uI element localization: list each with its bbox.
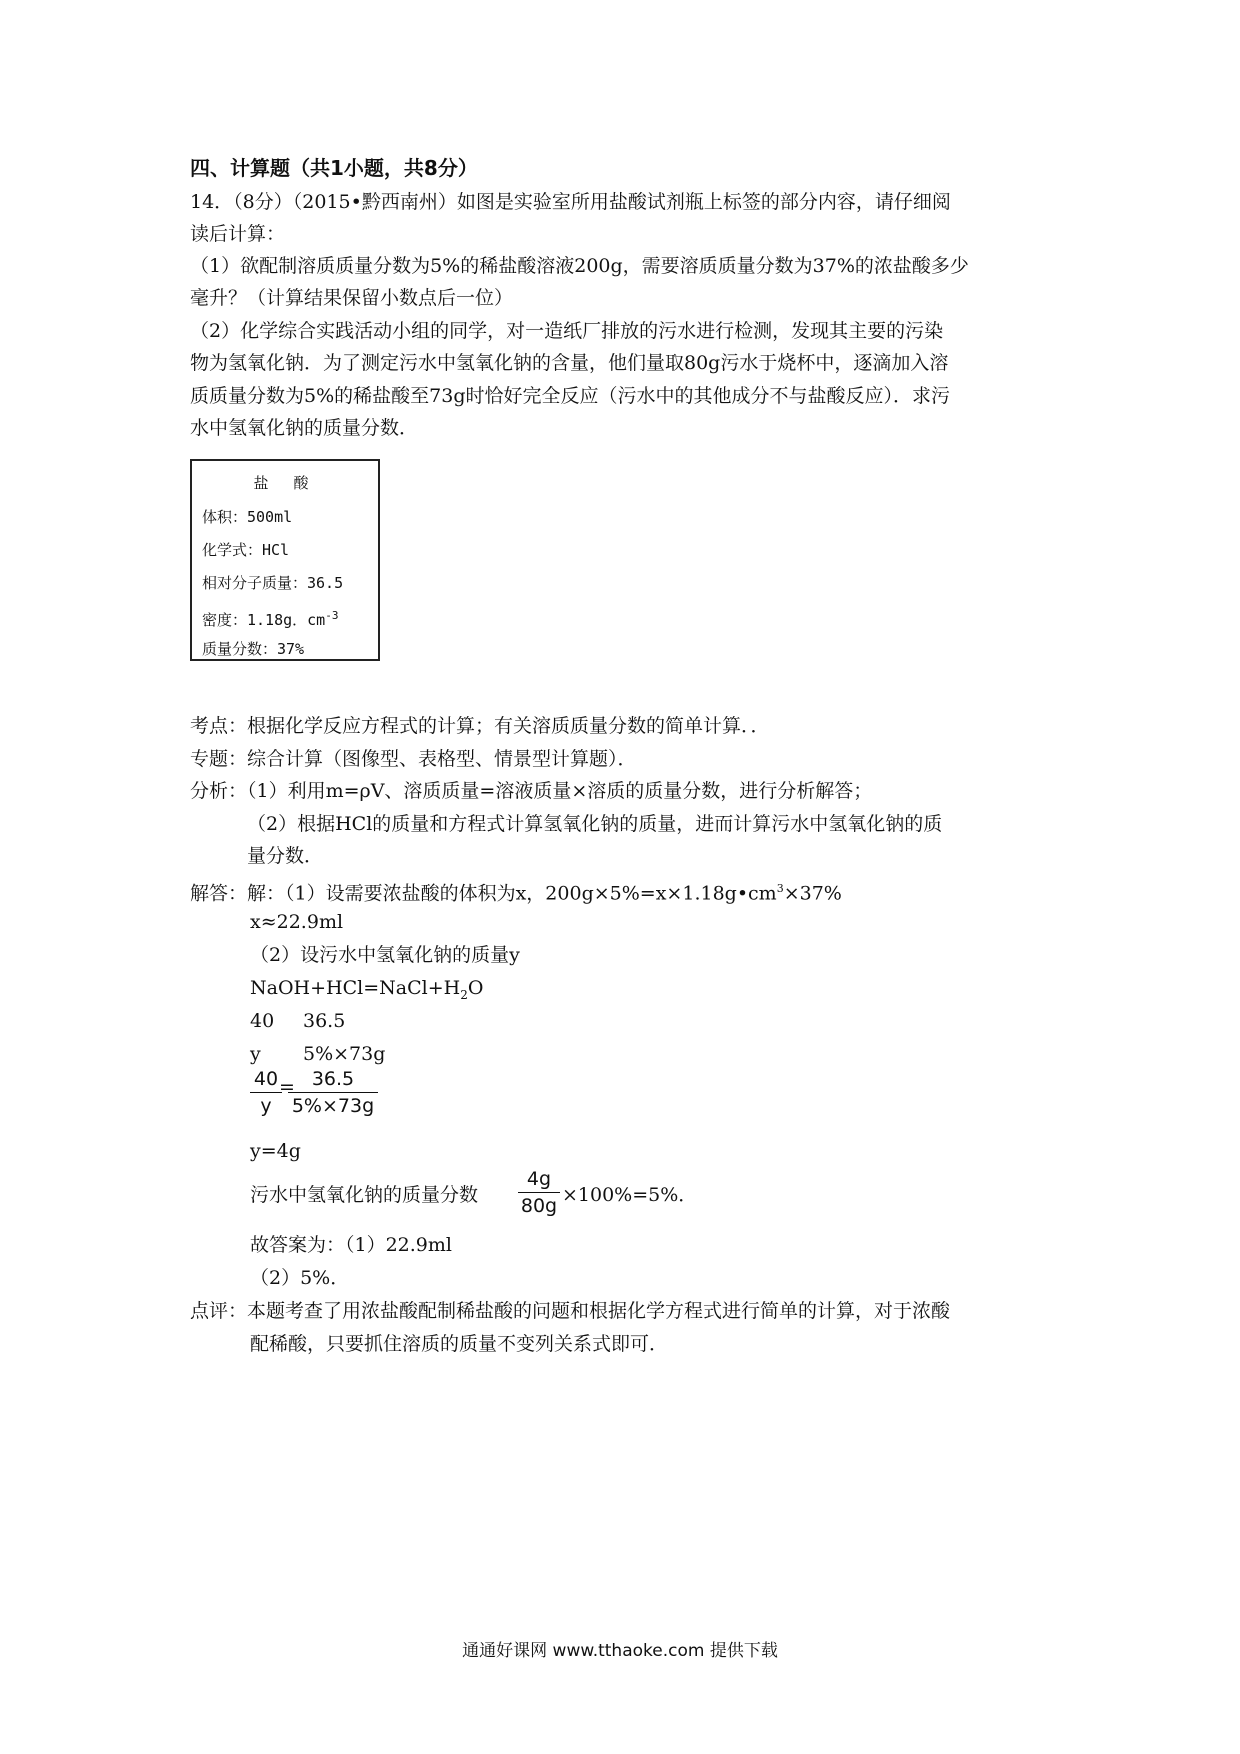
step-2: （2）设污水中氢氧化钠的质量y [250, 944, 520, 966]
conclusion-1: 故答案为：（1）22.9ml [250, 1234, 452, 1256]
mass-fraction-denominator: 80g [520, 1195, 558, 1217]
label-volume: 体积：500ml [202, 508, 293, 526]
question-line-3: （1）欲配制溶质质量分数为5%的稀盐酸溶液200g，需要溶质质量分数为37%的浓盐酸多少 [190, 255, 969, 277]
fraction-right-denominator: 5%×73g [291, 1095, 375, 1117]
fraction-left-denominator: y [260, 1095, 272, 1117]
question-line-1: 14．（8分）（2015•黔西南州）如图是实验室所用盐酸试剂瓶上标签的部分内容，请仔细阅 [190, 191, 951, 213]
question-line-6: 物为氢氧化钠．为了测定污水中氢氧化钠的含量，他们量取80g污水于烧杯中，逐滴加入溶 [190, 352, 949, 374]
mass-fraction-numerator: 4g [526, 1168, 552, 1190]
label-formula: 化学式：HCl [202, 541, 290, 559]
fraction-left [250, 1066, 282, 1119]
footer-watermark: 通通好课网 www.tthaoke.com 提供下载 [462, 1641, 778, 1661]
zhuanti-line: 专题：综合计算（图像型、表格型、情景型计算题）． [190, 748, 637, 770]
x-result: x≈22.9ml [250, 911, 344, 933]
section-title: 四、计算题（共1小题，共8分） [190, 156, 478, 180]
ratio-row-1-b: 36.5 [303, 1010, 346, 1032]
ratio-row-2-b: 5%×73g [303, 1043, 386, 1065]
ratio-row-2-a: y [250, 1043, 261, 1065]
mass-fraction-fraction [518, 1166, 560, 1219]
label-mass-fraction: 质量分数：37% [202, 640, 305, 658]
y-result: y=4g [250, 1140, 301, 1162]
fraction-left-numerator: 40 [253, 1068, 279, 1090]
fraction-right-numerator: 36.5 [311, 1068, 355, 1090]
kaodian-line: 考点：根据化学反应方程式的计算；有关溶质质量分数的简单计算．． [190, 715, 770, 737]
question-line-4: 毫升？（计算结果保留小数点后一位） [190, 287, 514, 309]
fraction-equals: = [279, 1076, 295, 1098]
mass-fraction-text: 污水中氢氧化钠的质量分数 [250, 1184, 479, 1206]
fraction-right [288, 1066, 378, 1119]
question-line-7: 质质量分数为5%的稀盐酸至73g时恰好完全反应（污水中的其他成分不与盐酸反应）．求污 [190, 385, 950, 407]
chemical-equation: $NaOH+HCl=NaCl+H_2O$ [250, 977, 484, 1002]
question-line-5: （2）化学综合实践活动小组的同学，对一造纸厂排放的污水进行检测，发现其主要的污染 [190, 320, 944, 342]
mass-fraction-result: ×100%=5%． [562, 1184, 698, 1206]
fenxi-line-2: （2）根据HCl的质量和方程式计算氢氧化钠的质量，进而计算污水中氢氧化钠的质 [247, 813, 943, 835]
jieda-line-1: 解答：解：（1）设需要浓盐酸的体积为x，$200g\times 5\%=x\times 1.18g•cm^3\times 37\%$ [190, 882, 842, 905]
dianping-line-2: 配稀酸，只要抓住溶质的质量不变列关系式即可． [250, 1333, 669, 1355]
fenxi-line-1: 分析：（1）利用m=ρV、溶质质量=溶液质量×溶质的质量分数，进行分析解答； [190, 780, 873, 802]
fenxi-line-3: 量分数． [247, 845, 324, 867]
hcl-bottle-label [190, 459, 380, 661]
label-molar-mass: 相对分子质量：36.5 [202, 574, 344, 592]
ratio-row-1-a: 40 [250, 1010, 275, 1032]
label-density: 密度：1.18g．$cm^{-3}$ [202, 609, 339, 629]
dianping-line-1: 点评：本题考查了用浓盐酸配制稀盐酸的问题和根据化学方程式进行简单的计算，对于浓酸 [190, 1300, 951, 1322]
question-line-8: 水中氢氧化钠的质量分数． [190, 417, 419, 439]
label-title: 盐 酸 [253, 474, 317, 492]
conclusion-2: （2）5%． [250, 1267, 350, 1289]
question-line-2: 读后计算： [190, 223, 286, 245]
